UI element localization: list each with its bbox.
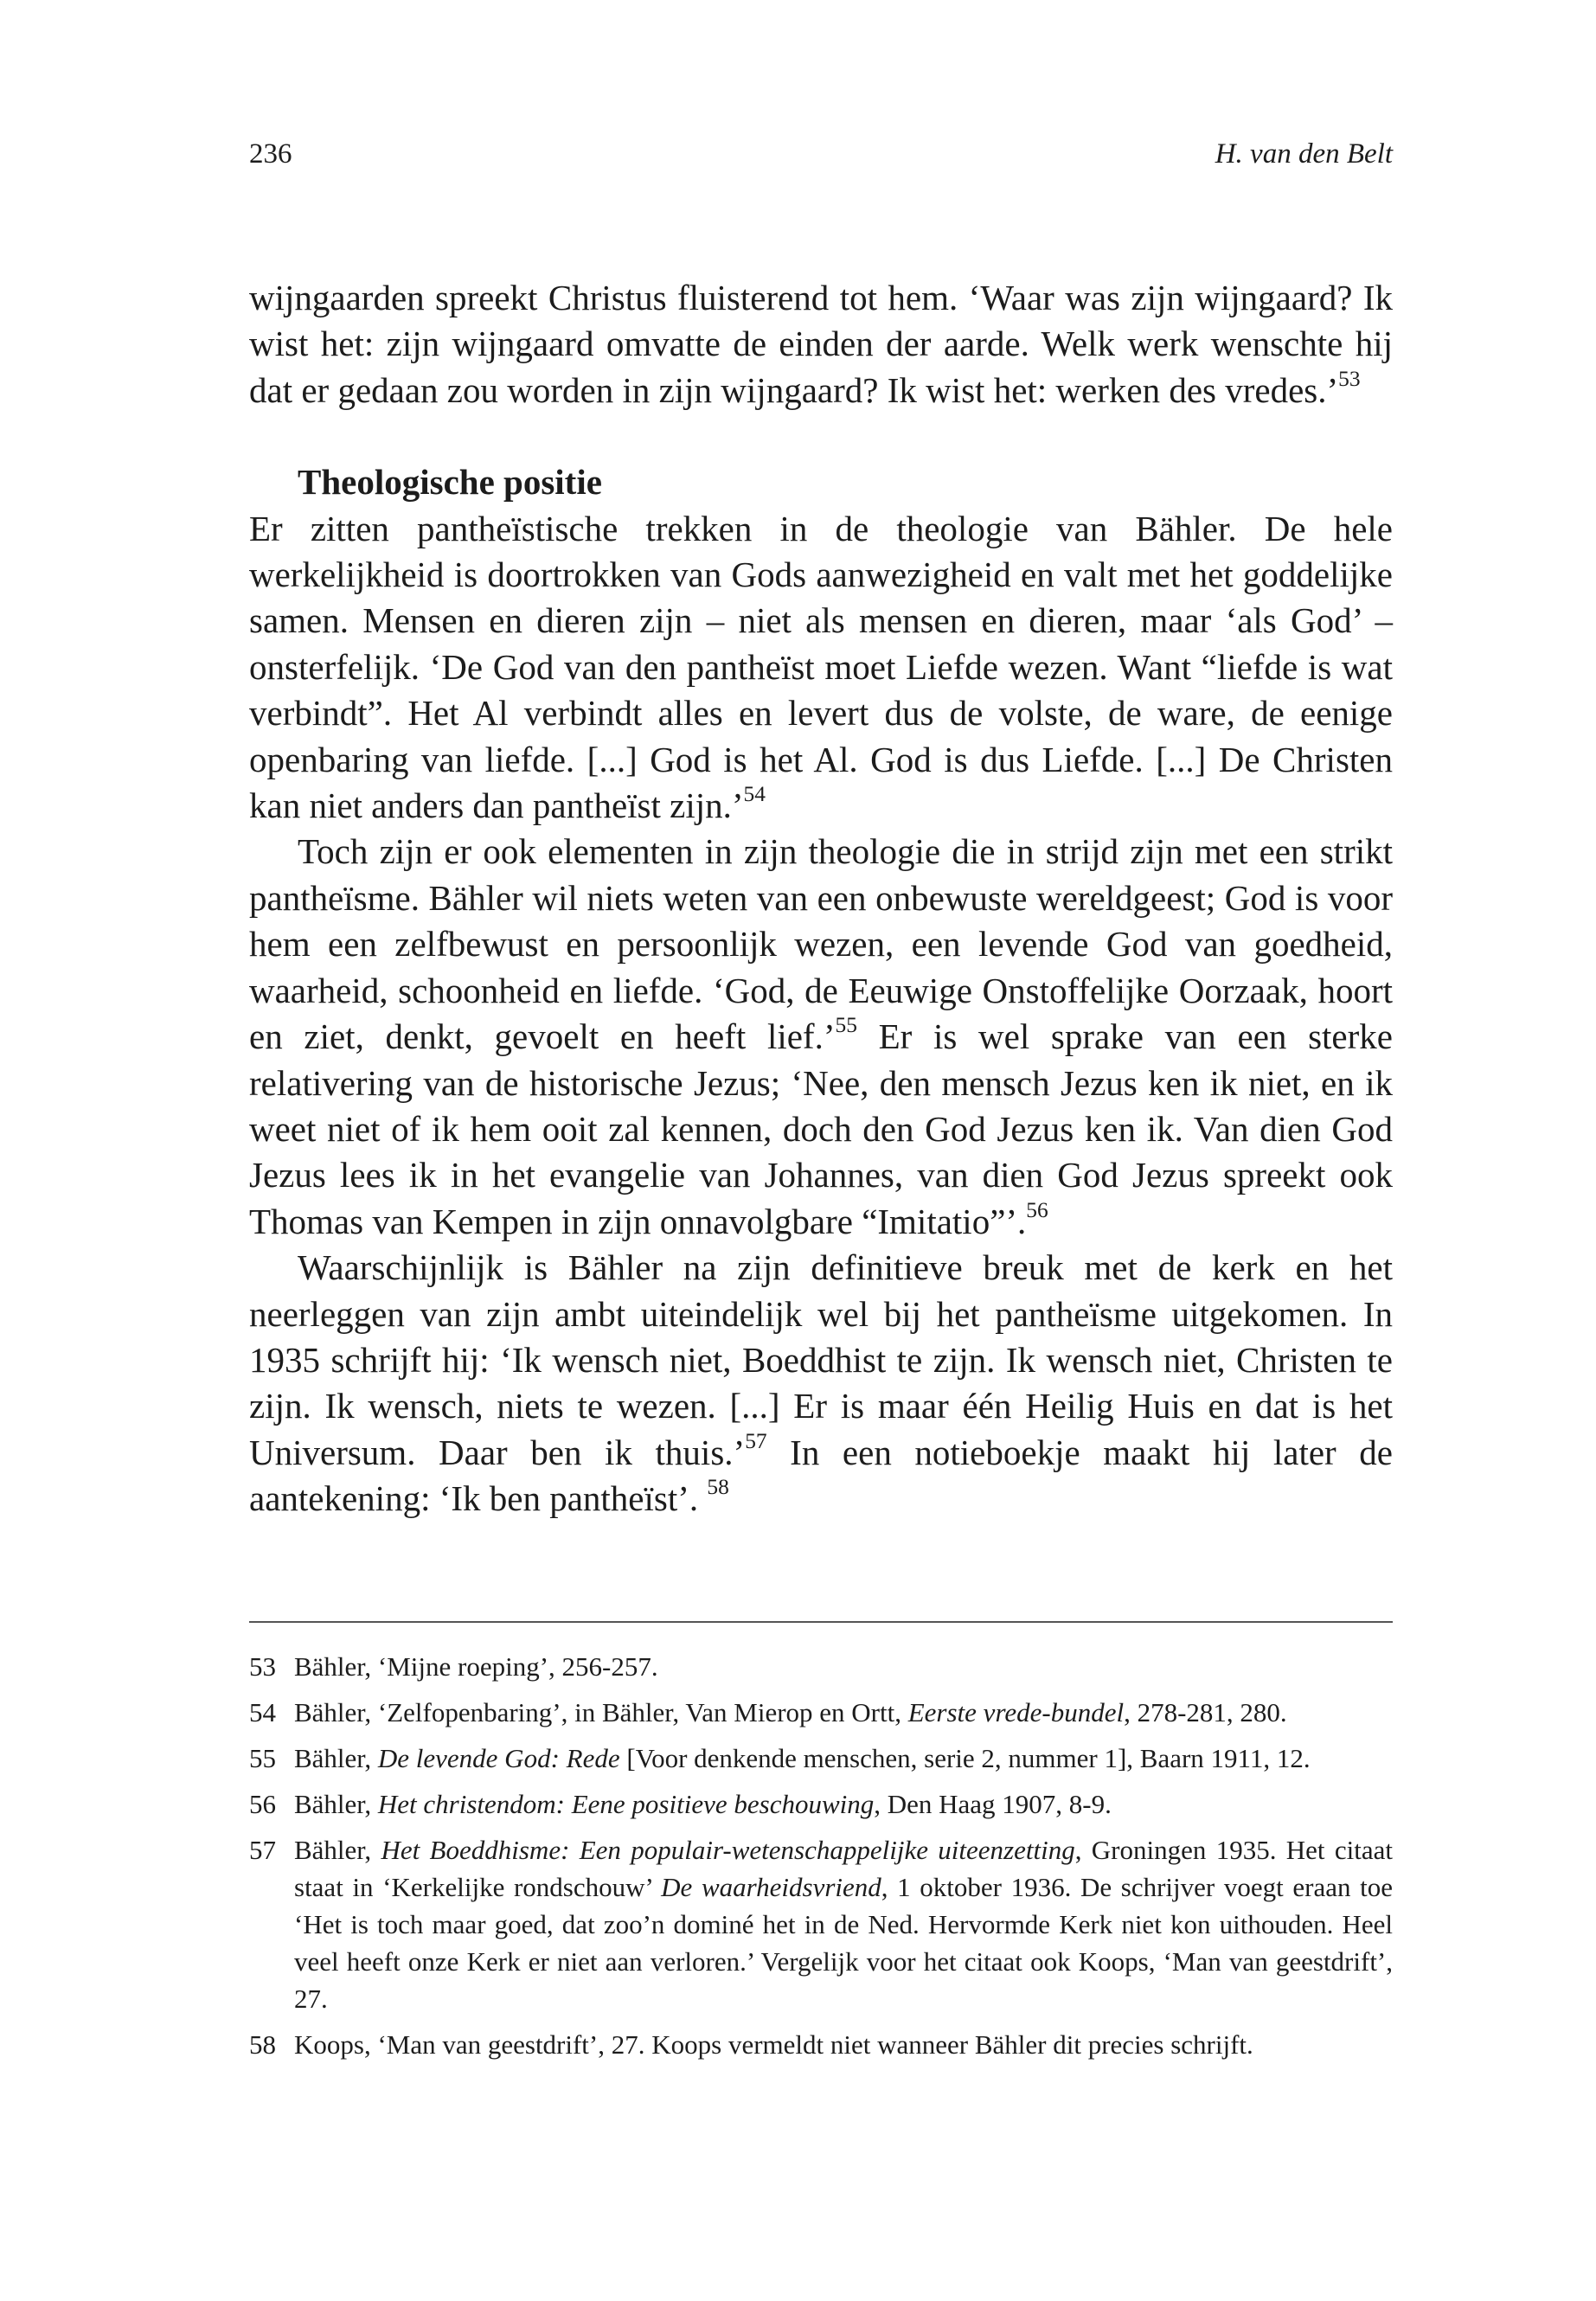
paragraph-4: Waarschijnlijk is Bähler na zijn definitieve breuk met de kerk en het neerleggen van zijn ambt uiteindelijk wel bij het pantheïsme uitgekomen. In 1935 schrijft hij: ‘Ik wensch niet, Boeddhist te zijn. Ik wensch niet, Christen te zijn. Ik wensch, niets te wezen. [...] Er is maar één Heilig Huis en dat is het Universum. Daar ben ik thuis.’$^{57}$ In een notieboekje maakt hij later de aantekening: ‘Ik ben pantheïst’. $^{58}$ (249, 1247, 1393, 1519)
note-ref-57[interactable]: 57 (745, 1428, 767, 1453)
section-heading: Theologische positie (298, 462, 602, 503)
footnote-56: 56 Bähler, Het christendom: Eene positieve beschouwing, Den Haag 1907, 8-9. (249, 1789, 1112, 1819)
footnote-54: 54 Bähler, ‘Zelfopenbaring’, in Bähler, Van Mierop en Ortt, Eerste vrede-bundel, 278-281, 280. (249, 1697, 1287, 1727)
footnote-55: 55 Bähler, De levende God: Rede [Voor denkende menschen, serie 2, nummer 1], Baarn 1911, 12. (249, 1743, 1311, 1773)
page-number: 236 (249, 138, 292, 170)
footnote-divider (249, 1621, 1393, 1623)
paragraph-3: Toch zijn er ook elementen in zijn theologie die in strijd zijn met een strikt pantheïsme. Bähler wil niets weten van een onbewuste wereldgeest; God is voor hem een zelfbewust en persoonlijk wezen, een levende God van goedheid, waarheid, schoonheid en liefde. ‘God, de Eeuwige Onstoffelijke Oorzaak, hoort en ziet, denkt, gevoelt en heeft lief.’$^{55}$ Er is wel sprake van een sterke relativering van de historische Jezus; ‘Nee, den mensch Jezus ken ik niet, en ik weet niet of ik hem ooit zal kennen, doch den God Jezus ken ik. Van dien God Jezus lees ik in het evangelie van Johannes, van dien God Jezus spreekt ook Thomas van Kempen in zijn onnavolgbare “Imitatio”’.$^{56}$ (249, 831, 1393, 1241)
running-head: H. van den Belt (1215, 138, 1393, 170)
note-ref-53[interactable]: 53 (1338, 366, 1361, 391)
main-text (249, 275, 1393, 1522)
note-ref-58[interactable]: 58 (707, 1475, 729, 1500)
note-ref-54[interactable]: 54 (743, 782, 766, 806)
footnote-58: 58 Koops, ‘Man van geestdrift’, 27. Koops vermeldt niet wanneer Bähler dit precies schrijft. (249, 2029, 1253, 2060)
note-ref-56[interactable]: 56 (1026, 1197, 1048, 1222)
footnote-53: 53 Bähler, ‘Mijne roeping’, 256-257. (249, 1651, 658, 1682)
note-ref-55[interactable]: 55 (835, 1013, 857, 1038)
paragraph-2: Er zitten pantheïstische trekken in de theologie van Bähler. De hele werkelijkheid is doortrokken van Gods aanwezigheid en valt met het goddelijke samen. Mensen en dieren zijn – niet als mensen en dieren, maar ‘als God’ – onsterfelijk. ‘De God van den pantheïst moet Liefde wezen. Want “liefde is wat verbindt”. Het Al verbindt alles en levert dus de volste, de ware, de eenige openbaring van liefde. [...] God is het Al. God is dus Liefde. [...] De Christen kan niet anders dan pantheïst zijn.’$^{54}$ (249, 508, 1393, 826)
footnotes (249, 1648, 1393, 2072)
footnote-57: 57 Bähler, Het Boeddhisme: Een populair-wetenschappelijke uiteenzetting, Groningen 1935. Het citaat staat in ‘Kerkelijke rondschouw’ De waarheidsvriend, 1 oktober 1936. De schrijver voegt eraan toe ‘Het is toch maar goed, dat zoo’n dominé het in de Ned. Hervormde Kerk niet kon uithouden. Heel veel heeft onze Kerk er niet aan verloren.’ Vergelijk voor het citaat ook Koops, ‘Man van geestdrift’, 27. (249, 1835, 1393, 2014)
paragraph-1: wijngaarden spreekt Christus fluisterend tot hem. ‘Waar was zijn wijngaard? Ik wist het: zijn wijngaard omvatte de einden der aarde. Welk werk wenschte hij dat er gedaan zou worden in zijn wijngaard? Ik wist het: werken des vredes.’$^{53}$ (249, 278, 1393, 410)
